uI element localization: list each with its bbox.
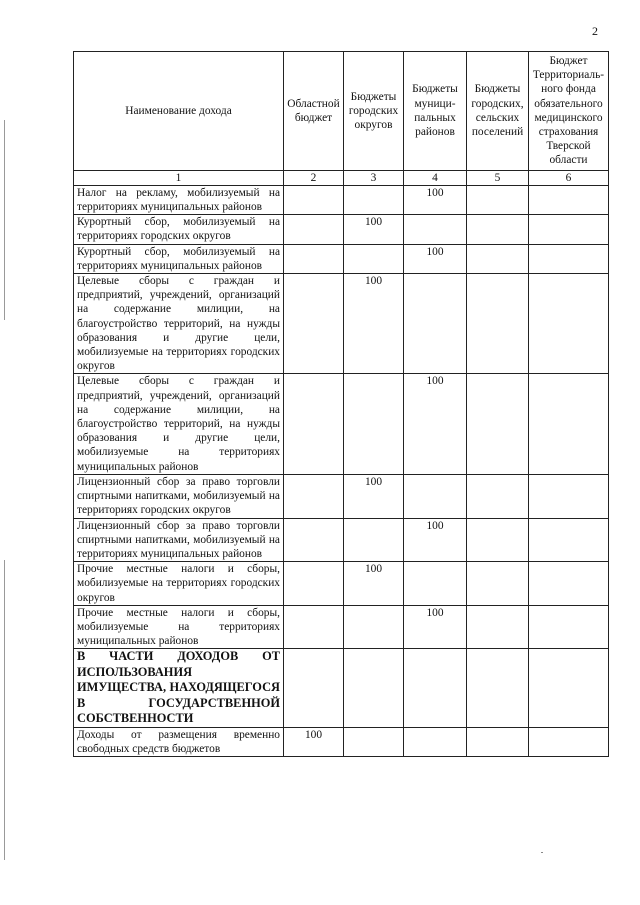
scan-dot bbox=[541, 852, 543, 853]
city-district-share: 100 bbox=[344, 562, 404, 606]
city-district-share: 100 bbox=[344, 215, 404, 244]
regional-budget-share bbox=[284, 185, 344, 214]
regional-budget-share: 100 bbox=[284, 727, 344, 756]
table-row bbox=[74, 562, 609, 606]
column-number: 5 bbox=[467, 170, 529, 185]
scan-edge-mark bbox=[4, 560, 5, 860]
regional-budget-share bbox=[284, 274, 344, 374]
table-row bbox=[74, 274, 609, 374]
settlement-share bbox=[467, 518, 529, 562]
table-row bbox=[74, 244, 609, 273]
medical-fund-share bbox=[529, 185, 609, 214]
table-row bbox=[74, 518, 609, 562]
revenue-name: Налог на рекламу, мобилизуемый на территориях муниципальных районов bbox=[74, 185, 284, 214]
table-row bbox=[74, 215, 609, 244]
medical-fund-share bbox=[529, 215, 609, 244]
settlement-share bbox=[467, 474, 529, 518]
municipal-district-share bbox=[404, 274, 467, 374]
revenue-name: Лицензионный сбор за право торговли спиртными напитками, мобилизуемый на территориях муниципальных районов bbox=[74, 518, 284, 562]
city-district-share bbox=[344, 244, 404, 273]
city-district-share bbox=[344, 185, 404, 214]
settlement-share bbox=[467, 215, 529, 244]
medical-fund-share bbox=[529, 374, 609, 474]
column-number: 6 bbox=[529, 170, 609, 185]
medical-fund-share bbox=[529, 562, 609, 606]
municipal-district-share bbox=[404, 727, 467, 756]
header-medical-insurance-fund-budget: Бюджет Территориаль-ного фонда обязательного медицинского страхования Тверской области bbox=[529, 52, 609, 171]
page-number: 2 bbox=[592, 24, 598, 38]
city-district-share: 100 bbox=[344, 274, 404, 374]
medical-fund-share bbox=[529, 649, 609, 728]
section-heading: В ЧАСТИ ДОХОДОВ ОТ ИСПОЛЬЗОВАНИЯ ИМУЩЕСТВА, НАХОДЯЩЕГОСЯ В ГОСУДАРСТВЕННОЙ СОБСТВЕННОСТИ bbox=[74, 649, 284, 728]
revenue-name: Прочие местные налоги и сборы, мобилизуемые на территориях городских округов bbox=[74, 562, 284, 606]
medical-fund-share bbox=[529, 474, 609, 518]
settlement-share bbox=[467, 374, 529, 474]
header-settlement-budgets: Бюджеты городских, сельских поселений bbox=[467, 52, 529, 171]
regional-budget-share bbox=[284, 244, 344, 273]
table-row bbox=[74, 374, 609, 474]
city-district-share bbox=[344, 374, 404, 474]
medical-fund-share bbox=[529, 727, 609, 756]
regional-budget-share bbox=[284, 605, 344, 649]
medical-fund-share bbox=[529, 244, 609, 273]
municipal-district-share: 100 bbox=[404, 374, 467, 474]
column-number: 4 bbox=[404, 170, 467, 185]
city-district-share bbox=[344, 727, 404, 756]
settlement-share bbox=[467, 274, 529, 374]
municipal-district-share: 100 bbox=[404, 605, 467, 649]
revenue-name: Доходы от размещения временно свободных средств бюджетов bbox=[74, 727, 284, 756]
city-district-share bbox=[344, 649, 404, 728]
section-row bbox=[74, 649, 609, 728]
table-row bbox=[74, 185, 609, 214]
medical-fund-share bbox=[529, 605, 609, 649]
header-regional-budget: Областной бюджет bbox=[284, 52, 344, 171]
column-number-row bbox=[74, 170, 609, 185]
municipal-district-share bbox=[404, 649, 467, 728]
regional-budget-share bbox=[284, 374, 344, 474]
header-revenue-name: Наименование дохода bbox=[74, 52, 284, 171]
header-city-district-budgets: Бюджеты городских округов bbox=[344, 52, 404, 171]
city-district-share bbox=[344, 605, 404, 649]
revenue-distribution-table bbox=[73, 51, 609, 757]
city-district-share bbox=[344, 518, 404, 562]
column-number: 3 bbox=[344, 170, 404, 185]
municipal-district-share: 100 bbox=[404, 244, 467, 273]
settlement-share bbox=[467, 605, 529, 649]
revenue-name: Лицензионный сбор за право торговли спиртными напитками, мобилизуемый на территориях городских округов bbox=[74, 474, 284, 518]
settlement-share bbox=[467, 244, 529, 273]
regional-budget-share bbox=[284, 649, 344, 728]
revenue-name: Курортный сбор, мобилизуемый на территориях городских округов bbox=[74, 215, 284, 244]
settlement-share bbox=[467, 727, 529, 756]
column-number: 1 bbox=[74, 170, 284, 185]
scan-edge-mark bbox=[4, 120, 5, 320]
medical-fund-share bbox=[529, 274, 609, 374]
municipal-district-share bbox=[404, 474, 467, 518]
city-district-share: 100 bbox=[344, 474, 404, 518]
regional-budget-share bbox=[284, 474, 344, 518]
municipal-district-share bbox=[404, 562, 467, 606]
municipal-district-share bbox=[404, 215, 467, 244]
settlement-share bbox=[467, 185, 529, 214]
table-row bbox=[74, 605, 609, 649]
header-municipal-district-budgets: Бюджеты муници-пальных районов bbox=[404, 52, 467, 171]
municipal-district-share: 100 bbox=[404, 185, 467, 214]
revenue-name: Целевые сборы с граждан и предприятий, учреждений, организаций на содержание милиции, на благоустройство территорий, на нужды образования и другие цели, мобилизуемые на территориях муниципальных районов bbox=[74, 374, 284, 474]
regional-budget-share bbox=[284, 215, 344, 244]
table-row bbox=[74, 727, 609, 756]
revenue-name: Целевые сборы с граждан и предприятий, учреждений, организаций на содержание милиции, на благоустройство территорий, на нужды образования и другие цели, мобилизуемые на территориях городских округов bbox=[74, 274, 284, 374]
revenue-name: Курортный сбор, мобилизуемый на территориях муниципальных районов bbox=[74, 244, 284, 273]
municipal-district-share: 100 bbox=[404, 518, 467, 562]
column-number: 2 bbox=[284, 170, 344, 185]
table-row bbox=[74, 474, 609, 518]
medical-fund-share bbox=[529, 518, 609, 562]
header-row bbox=[74, 52, 609, 171]
settlement-share bbox=[467, 649, 529, 728]
regional-budget-share bbox=[284, 562, 344, 606]
settlement-share bbox=[467, 562, 529, 606]
revenue-name: Прочие местные налоги и сборы, мобилизуемые на территориях муниципальных районов bbox=[74, 605, 284, 649]
regional-budget-share bbox=[284, 518, 344, 562]
